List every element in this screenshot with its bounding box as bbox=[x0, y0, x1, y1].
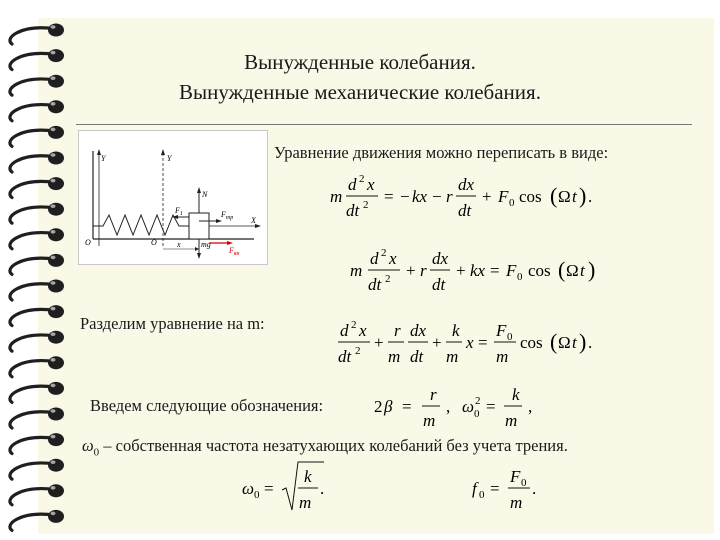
binding-hole bbox=[48, 152, 64, 165]
text-omega-description: $\omega_0$ – собственная частота незатухающих колебаний без учета трения. bbox=[82, 436, 568, 459]
svg-text:kx: kx bbox=[470, 261, 486, 280]
svg-text:F: F bbox=[506, 261, 517, 280]
text-divide: Разделим уравнение на m: bbox=[80, 314, 265, 333]
svg-text:k: k bbox=[452, 321, 460, 340]
svg-text:m: m bbox=[496, 347, 509, 366]
binding-ring bbox=[10, 335, 48, 351]
binding-hole bbox=[48, 484, 64, 497]
binding-hole bbox=[48, 203, 64, 216]
svg-text:dx: dx bbox=[410, 321, 427, 340]
svg-text:−: − bbox=[400, 187, 410, 206]
binding-ring bbox=[10, 207, 48, 223]
svg-text:.: . bbox=[532, 479, 537, 498]
svg-text:2: 2 bbox=[359, 173, 365, 185]
text-rewrite: Уравнение движения можно переписать в виде: bbox=[274, 143, 609, 162]
label-ftr: $F_{тр}$ bbox=[221, 210, 234, 221]
svg-text:,: , bbox=[446, 397, 451, 416]
svg-text:0: 0 bbox=[479, 489, 485, 501]
svg-text:): ) bbox=[579, 329, 587, 354]
binding-hole bbox=[48, 177, 64, 190]
binding-ring bbox=[10, 130, 48, 146]
svg-text:k: k bbox=[304, 467, 312, 486]
title-line-2: Вынужденные механические колебания. bbox=[179, 80, 541, 104]
label-y2: Y bbox=[167, 154, 172, 163]
svg-text:Ω: Ω bbox=[566, 261, 579, 280]
svg-text:dt: dt bbox=[458, 201, 472, 220]
binding-ring bbox=[10, 412, 48, 428]
label-f1: $F_1$ bbox=[175, 206, 183, 217]
svg-text:Ω: Ω bbox=[558, 333, 571, 352]
binding-ring bbox=[10, 386, 48, 402]
svg-text:ω: ω bbox=[242, 479, 255, 498]
svg-text:dt: dt bbox=[368, 275, 382, 294]
svg-text:): ) bbox=[588, 257, 596, 282]
svg-text:2: 2 bbox=[385, 273, 391, 285]
label-x: X bbox=[251, 216, 256, 225]
svg-text:k: k bbox=[512, 385, 520, 404]
binding-ring bbox=[10, 28, 48, 44]
binding-hole bbox=[48, 510, 64, 523]
svg-text:β: β bbox=[384, 397, 393, 416]
svg-text:r: r bbox=[394, 321, 401, 340]
svg-text:t: t bbox=[580, 261, 585, 280]
svg-text:+: + bbox=[482, 187, 492, 206]
svg-text:dt: dt bbox=[346, 201, 360, 220]
equation-omega0 bbox=[240, 458, 350, 518]
svg-text:m: m bbox=[299, 493, 312, 512]
svg-text:.: . bbox=[588, 187, 593, 206]
svg-text:m: m bbox=[350, 261, 363, 280]
spring-block-figure bbox=[78, 130, 268, 265]
svg-text:m: m bbox=[388, 347, 401, 366]
binding-ring bbox=[10, 361, 48, 377]
binding-ring bbox=[10, 489, 48, 505]
binding-hole bbox=[48, 126, 64, 139]
svg-text:): ) bbox=[579, 183, 587, 208]
svg-text:.: . bbox=[320, 479, 325, 498]
svg-text:0: 0 bbox=[507, 331, 513, 343]
svg-text:2: 2 bbox=[351, 319, 357, 331]
svg-text:x: x bbox=[359, 321, 367, 340]
svg-text:F: F bbox=[498, 187, 509, 206]
svg-text:Ω: Ω bbox=[558, 187, 571, 206]
svg-text:=: = bbox=[402, 397, 412, 416]
binding-hole bbox=[48, 331, 64, 344]
svg-text:=: = bbox=[478, 333, 488, 352]
svg-text:(: ( bbox=[550, 329, 558, 354]
svg-text:−: − bbox=[432, 187, 442, 206]
svg-text:+: + bbox=[456, 261, 466, 280]
svg-text:cos: cos bbox=[519, 187, 542, 206]
svg-text:f: f bbox=[472, 479, 477, 498]
label-n: N bbox=[202, 190, 208, 199]
svg-text:dx: dx bbox=[432, 249, 449, 268]
label-x-small: x bbox=[177, 240, 181, 249]
svg-text:r: r bbox=[430, 385, 437, 404]
svg-text:0: 0 bbox=[254, 489, 260, 501]
binding-ring bbox=[10, 156, 48, 172]
svg-text:t: t bbox=[572, 333, 577, 352]
binding-hole bbox=[48, 280, 64, 293]
svg-text:=: = bbox=[264, 479, 274, 498]
svg-text:m: m bbox=[423, 411, 436, 430]
svg-text:d: d bbox=[348, 175, 357, 194]
svg-text:d: d bbox=[340, 321, 349, 340]
svg-text:ω: ω bbox=[462, 397, 475, 416]
svg-text:2: 2 bbox=[374, 397, 383, 416]
svg-text:F: F bbox=[496, 321, 507, 340]
binding-ring bbox=[10, 53, 48, 69]
svg-text:r: r bbox=[446, 187, 453, 206]
binding-hole bbox=[48, 356, 64, 369]
svg-text:+: + bbox=[406, 261, 416, 280]
equation-motion-2 bbox=[348, 242, 608, 298]
equation-divided bbox=[334, 314, 604, 370]
binding-hole bbox=[48, 305, 64, 318]
label-fvn: $F_{вн}$ bbox=[229, 246, 240, 257]
binding-hole bbox=[48, 408, 64, 421]
svg-text:r: r bbox=[420, 261, 427, 280]
equation-notation bbox=[372, 378, 552, 434]
text-notation: Введем следующие обозначения: bbox=[90, 396, 324, 415]
label-o2: O bbox=[151, 238, 157, 247]
svg-text:F: F bbox=[510, 467, 521, 486]
svg-text:x: x bbox=[466, 333, 474, 352]
label-mg: mg bbox=[201, 240, 211, 249]
svg-text:kx: kx bbox=[412, 187, 428, 206]
svg-text:=: = bbox=[486, 397, 496, 416]
binding-ring bbox=[10, 233, 48, 249]
svg-text:=: = bbox=[490, 261, 500, 280]
svg-text:m: m bbox=[510, 493, 523, 512]
svg-text:2: 2 bbox=[381, 247, 387, 259]
svg-text:m: m bbox=[446, 347, 459, 366]
binding-ring bbox=[10, 79, 48, 95]
svg-text:.: . bbox=[588, 333, 593, 352]
binding-ring bbox=[10, 258, 48, 274]
binding-hole bbox=[48, 433, 64, 446]
svg-text:x: x bbox=[367, 175, 375, 194]
binding-hole bbox=[48, 382, 64, 395]
binding-hole bbox=[48, 254, 64, 267]
svg-text:+: + bbox=[432, 333, 442, 352]
svg-text:m: m bbox=[505, 411, 518, 430]
label-o1: O bbox=[85, 238, 91, 247]
svg-text:2: 2 bbox=[363, 199, 369, 211]
svg-text:0: 0 bbox=[517, 271, 523, 283]
equation-f0 bbox=[470, 462, 560, 518]
svg-text:,: , bbox=[528, 397, 533, 416]
svg-text:=: = bbox=[384, 187, 394, 206]
svg-text:dt: dt bbox=[432, 275, 446, 294]
svg-text:(: ( bbox=[550, 183, 558, 208]
binding-ring bbox=[10, 437, 48, 453]
svg-text:+: + bbox=[374, 333, 384, 352]
svg-text:cos: cos bbox=[528, 261, 551, 280]
svg-text:m: m bbox=[330, 187, 343, 206]
binding-hole bbox=[48, 228, 64, 241]
binding-ring bbox=[10, 309, 48, 325]
svg-text:x: x bbox=[389, 249, 397, 268]
svg-text:(: ( bbox=[558, 257, 566, 282]
binding-ring bbox=[10, 284, 48, 300]
binding-ring bbox=[10, 181, 48, 197]
svg-text:dt: dt bbox=[410, 347, 424, 366]
equation-motion-1 bbox=[326, 168, 616, 224]
svg-text:cos: cos bbox=[520, 333, 543, 352]
svg-text:=: = bbox=[490, 479, 500, 498]
svg-text:dx: dx bbox=[458, 175, 475, 194]
svg-text:2: 2 bbox=[475, 395, 481, 407]
svg-text:d: d bbox=[370, 249, 379, 268]
binding-hole bbox=[48, 24, 64, 37]
binding-ring bbox=[10, 463, 48, 479]
title-divider bbox=[76, 124, 692, 125]
binding-ring bbox=[10, 105, 48, 121]
svg-text:2: 2 bbox=[355, 345, 361, 357]
binding-ring bbox=[10, 514, 48, 530]
svg-text:t: t bbox=[572, 187, 577, 206]
label-y1: Y bbox=[101, 154, 106, 163]
svg-text:0: 0 bbox=[474, 408, 480, 420]
svg-text:0: 0 bbox=[509, 197, 515, 209]
binding-hole bbox=[48, 459, 64, 472]
svg-text:dt: dt bbox=[338, 347, 352, 366]
title-line-1: Вынужденные колебания. bbox=[244, 50, 476, 74]
svg-text:0: 0 bbox=[521, 477, 527, 489]
